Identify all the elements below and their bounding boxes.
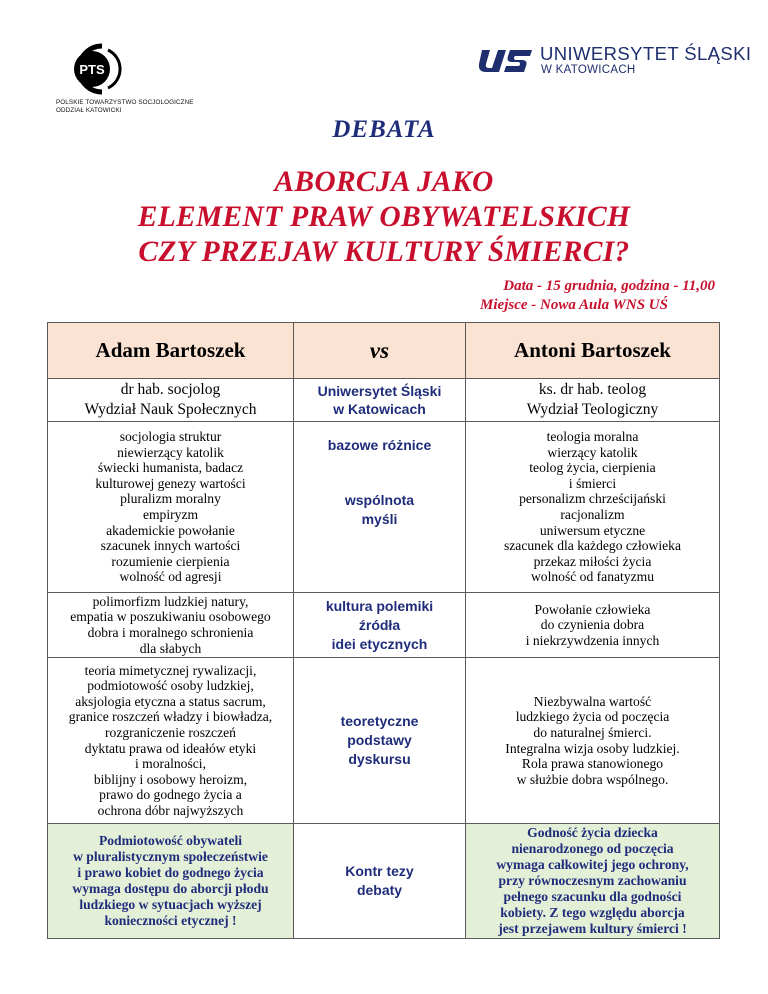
text-line: biblijny i osobowy heroizm, [93,771,248,787]
mid-label-teoretyczne [298,712,461,769]
mid-label-kultura [298,597,461,654]
right-speaker-affiliation [466,379,720,422]
section-row-3 [48,658,720,824]
left-list-2 [52,594,289,656]
left-thesis-text [52,833,289,929]
right-section-1 [466,422,720,593]
mid-university-1: Uniwersytet Śląski [317,383,442,399]
versus-label: vs [294,323,466,379]
text-line: i moralności, [135,756,206,772]
event-kicker: DEBATA [332,116,436,143]
text-line: empiryzm [142,507,199,522]
text-line: Godność życia dziecka [527,825,658,840]
university-city: W KATOWICACH [541,64,636,76]
right-thesis [466,824,720,939]
pts-line-2: ODDZIAŁ KATOWICKI [56,107,122,114]
mid-section-2 [294,593,466,658]
text-line: Niezbywalna wartość [533,693,652,709]
text-line: szacunek innych wartości [100,538,241,554]
right-list-1 [470,429,715,585]
text-line: przy równoczesnym zachowaniu [498,873,687,888]
mid-university-2: w Katowicach [333,401,426,417]
mid-section-3 [294,658,466,824]
section-row-4 [48,824,720,939]
left-faculty: Wydział Nauk Społecznych [84,401,257,418]
left-speaker-name: Adam Bartoszek [48,323,294,379]
right-list-3 [470,694,715,788]
text-line: teoria mimetycznej rywalizacji, [84,662,257,678]
text-line: teoretyczne [340,713,419,729]
right-thesis-text [470,825,715,937]
section-row-1 [48,422,720,593]
left-section-1 [48,422,294,593]
text-line: Powołanie człowieka [534,601,651,617]
text-line: jest przejawem kultury śmierci ! [498,921,687,936]
degree-row [48,379,720,422]
text-line: Kontr tezy [345,863,414,879]
university-emblem-icon [476,44,534,74]
right-degree: ks. dr hab. teolog [538,381,647,398]
left-section-3 [48,658,294,824]
right-section-3 [466,658,720,824]
right-speaker-name: Antoni Bartoszek [466,323,720,379]
text-line: świecki humanista, badacz [97,460,244,476]
pts-line-1: POLSKIE TOWARZYSTWO SOCJOLOGICZNE [56,99,194,106]
left-thesis [48,824,294,939]
text-line: ludzkiego w sytuacjach wyższej [79,897,262,912]
text-line: podstawy [347,732,412,748]
text-line: debaty [356,882,403,898]
text-line: i niekrzywdzenia innych [525,632,660,648]
text-line: kulturowej genezy wartości [95,475,246,491]
text-line: bazowe różnice [327,437,432,453]
left-degree: dr hab. socjolog [120,381,221,398]
text-line: wspólnota [344,492,415,508]
text-line: Podmiotowość obywateli [98,833,243,848]
text-line: pełnego szacunku dla godności [503,889,682,904]
title-line-1: ABORCJA JAKO [274,166,494,198]
title-line-3: CZY PRZEJAW KULTURY ŚMIERCI? [138,236,630,268]
text-line: teolog życia, cierpienia [529,460,656,476]
text-line: Rola prawa stanowionego [521,756,664,772]
mid-section-4 [294,824,466,939]
event-date: Data - 15 grudnia, godzina - 11,00 [503,278,715,294]
text-line: dobra i moralnego schronienia [87,625,254,640]
text-line: wolność od fanatyzmu [530,569,655,585]
text-line: personalizm chrześcijański [519,491,666,507]
text-line: polimorfizm ludzkiej natury, [92,593,249,609]
text-line: idei etycznych [331,635,428,652]
text-line: konieczności etycznej ! [104,913,237,928]
text-line: pluralizm moralny [120,491,221,507]
left-section-2 [48,593,294,658]
text-line: prawo do godnego życia a [99,787,242,803]
text-line: przekaz miłości życia [533,553,652,569]
text-line: Integralna wizja osoby ludzkiej. [505,740,680,756]
pts-logo [56,42,226,122]
text-line: źródła [358,616,401,633]
text-line: w pluralistycznym społeczeństwie [73,849,268,864]
right-faculty: Wydział Teologiczny [526,401,659,418]
text-line: wolność od agresji [119,569,222,585]
text-line: niewierzący katolik [117,444,224,460]
right-section-2 [466,593,720,658]
text-line: myśli [361,511,398,527]
university-cell [294,379,466,422]
text-line: do naturalnej śmierci. [533,724,652,740]
left-list-1 [52,429,289,585]
pts-emblem-icon [62,42,128,96]
text-line: wymaga całkowitej jego ochrony, [496,857,689,872]
left-speaker-affiliation [48,379,294,422]
text-line: i śmierci [568,475,617,491]
event-place: Miejsce - Nowa Aula WNS UŚ [480,297,668,313]
university-logo [476,43,752,84]
university-name: UNIWERSYTET ŚLĄSKI [540,43,752,64]
table-header-row [48,323,720,379]
text-line: wierzący katolik [547,444,638,460]
text-line: ludzkiego życia od poczęcia [515,709,670,725]
text-line: uniwersum etyczne [539,522,646,538]
text-line: empatia w poszukiwaniu osobowego [70,609,271,625]
text-line: dyskursu [348,751,411,767]
text-line: racjonalizm [560,507,625,522]
text-line: kobiety. Z tego względu aborcja [500,905,685,920]
text-line: aksjologia etyczna a status sacrum, [75,693,266,709]
mid-label-wspolnota [298,491,461,529]
mid-label-bazowe [298,436,461,455]
text-line: wymaga dostępu do aborcji płodu [72,881,269,896]
left-list-3 [52,663,289,819]
mid-label-kontr-tezy [298,862,461,900]
debate-table [47,322,720,939]
text-line: akademickie powołanie [106,522,235,538]
title-line-2: ELEMENT PRAW OBYWATELSKICH [137,201,631,233]
text-line: rozgraniczenie roszczeń [105,724,236,740]
text-line: i prawo kobiet do godnego życia [77,865,264,880]
text-line: dla słabych [139,640,202,656]
text-line: rozumienie cierpienia [111,553,230,569]
text-line: szacunek dla każdego człowieka [503,538,681,554]
mid-section-1 [294,422,466,593]
text-line: ochrona dóbr najwyższych [97,802,244,818]
text-line: w służbie dobra wspólnego. [516,771,669,787]
text-line: podmiotowość osoby ludzkiej, [87,678,254,694]
text-line: socjologia struktur [119,429,222,445]
text-line: dyktatu prawa od ideałów etyki [84,740,257,756]
text-line: kultura polemiki [325,597,434,614]
right-list-2 [470,602,715,649]
text-line: do czynienia dobra [540,617,645,633]
pts-mark-text: PTS [79,62,105,77]
text-line: teologia moralna [546,429,639,445]
section-row-2 [48,593,720,658]
text-line: granice roszczeń władzy i biowładza, [68,709,273,725]
text-line: nienarodzonego od poczęcia [511,841,674,856]
